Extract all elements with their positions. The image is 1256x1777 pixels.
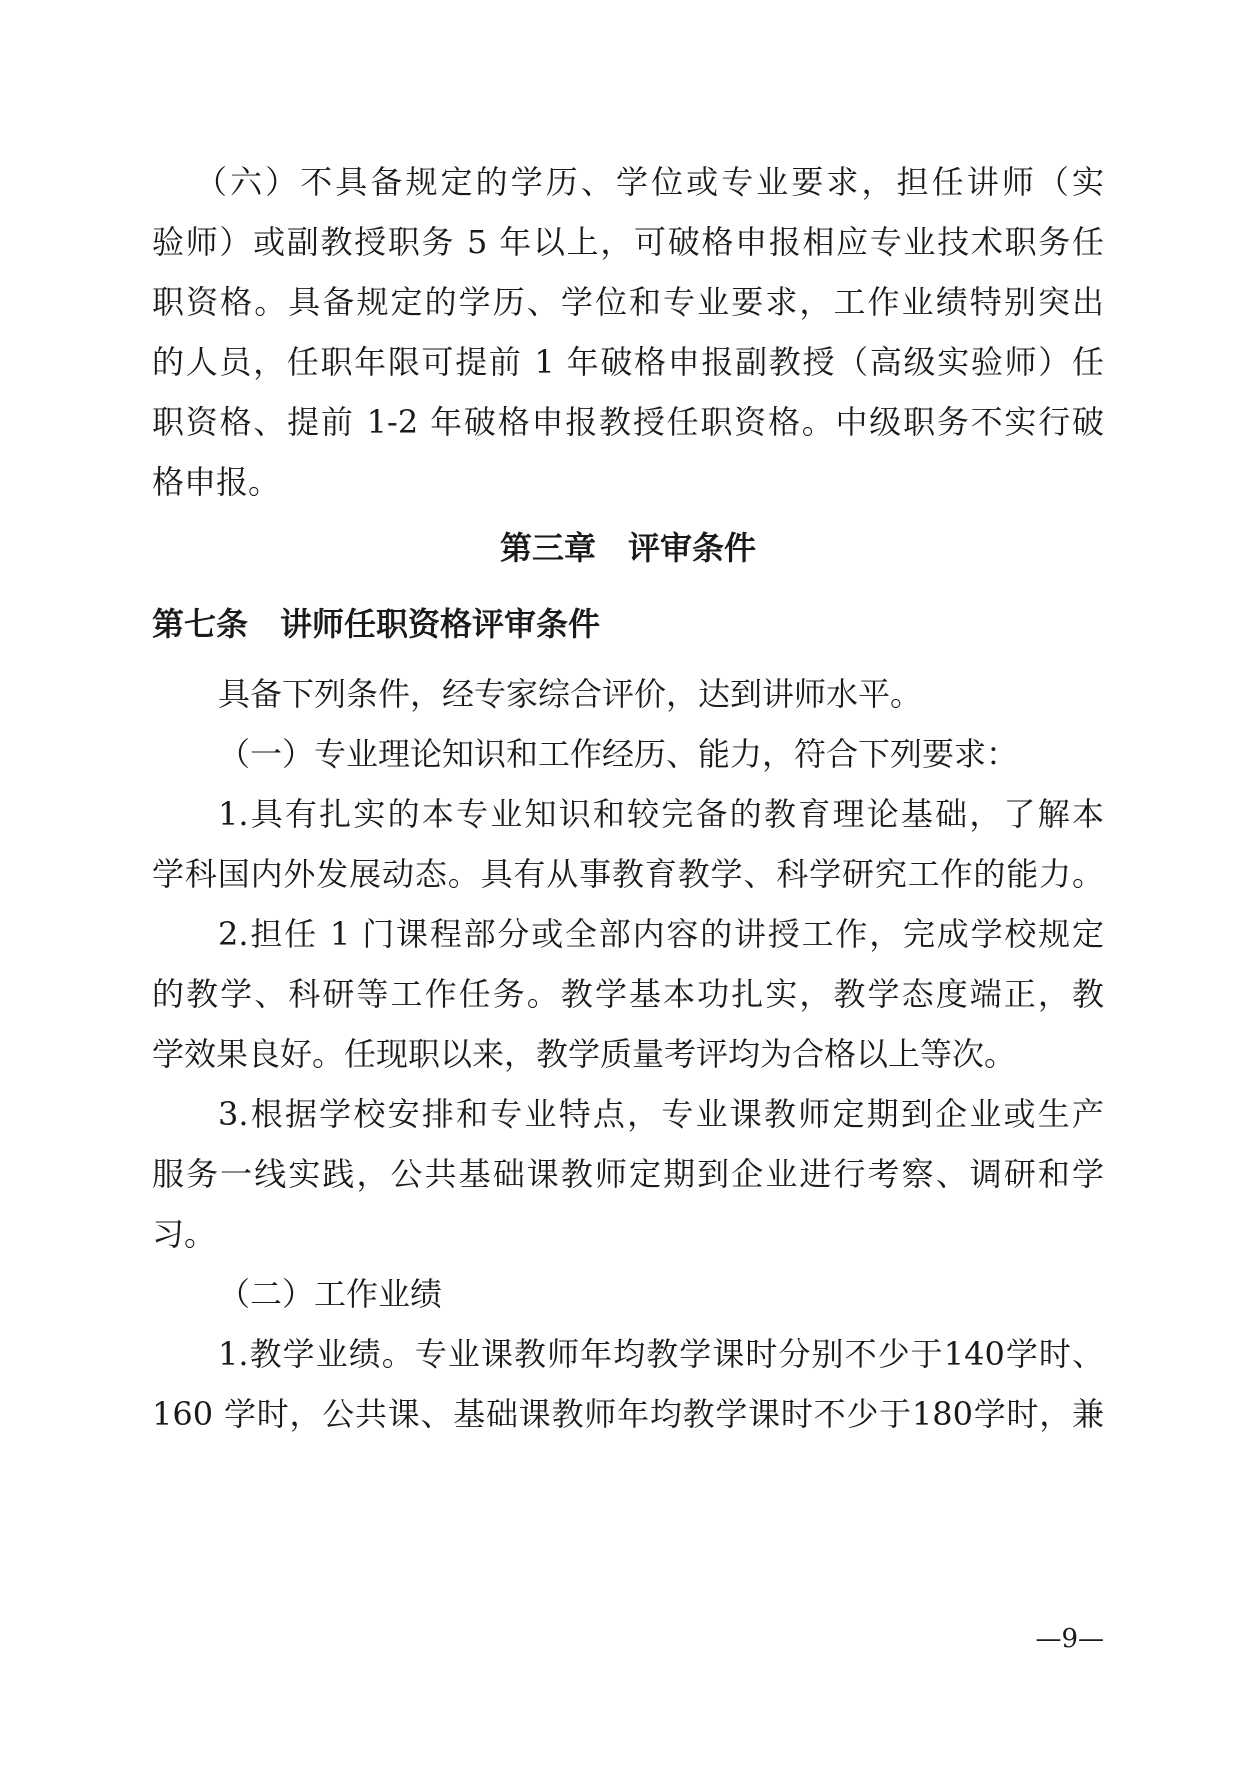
paragraph-line: 职资格。具备规定的学历、学位和专业要求，工作业绩特别突出	[152, 283, 1104, 321]
page-number: —9—	[1035, 1624, 1104, 1654]
paragraph-line: （六）不具备规定的学历、学位或专业要求，担任讲师（实	[195, 163, 1104, 201]
paragraph-line: 2.担任 1 门课程部分或全部内容的讲授工作，完成学校规定	[218, 915, 1104, 953]
paragraph-line: 习。	[152, 1215, 217, 1253]
paragraph-line: 160 学时，公共课、基础课教师年均教学课时不少于180学时，兼	[152, 1395, 1104, 1433]
chapter-title: 第三章 评审条件	[499, 529, 756, 567]
paragraph-line: 验师）或副教授职务 5 年以上，可破格申报相应专业技术职务任	[152, 223, 1104, 261]
article-title: 第七条 讲师任职资格评审条件	[152, 605, 601, 643]
paragraph-line: 学科国内外发展动态。具有从事教育教学、科学研究工作的能力。	[152, 855, 1104, 893]
paragraph-line: （一）专业理论知识和工作经历、能力，符合下列要求：	[218, 735, 1019, 773]
paragraph-line: 格申报。	[152, 463, 281, 501]
paragraph-line: 的人员，任职年限可提前 1 年破格申报副教授（高级实验师）任	[152, 343, 1104, 381]
paragraph-line: 具备下列条件，经专家综合评价，达到讲师水平。	[218, 675, 923, 713]
paragraph-line: 3.根据学校安排和专业特点，专业课教师定期到企业或生产	[218, 1095, 1104, 1133]
paragraph-line: （二）工作业绩	[218, 1275, 443, 1313]
paragraph-line: 1.教学业绩。专业课教师年均教学课时分别不少于140学时、	[218, 1335, 1104, 1373]
paragraph-line: 职资格、提前 1-2 年破格申报教授任职资格。中级职务不实行破	[152, 403, 1104, 441]
paragraph-line: 学效果良好。任现职以来，教学质量考评均为合格以上等次。	[152, 1035, 1017, 1073]
paragraph-line: 服务一线实践，公共基础课教师定期到企业进行考察、调研和学	[152, 1155, 1104, 1193]
paragraph-line: 的教学、科研等工作任务。教学基本功扎实，教学态度端正，教	[152, 975, 1104, 1013]
paragraph-line: 1.具有扎实的本专业知识和较完备的教育理论基础，了解本	[218, 795, 1104, 833]
